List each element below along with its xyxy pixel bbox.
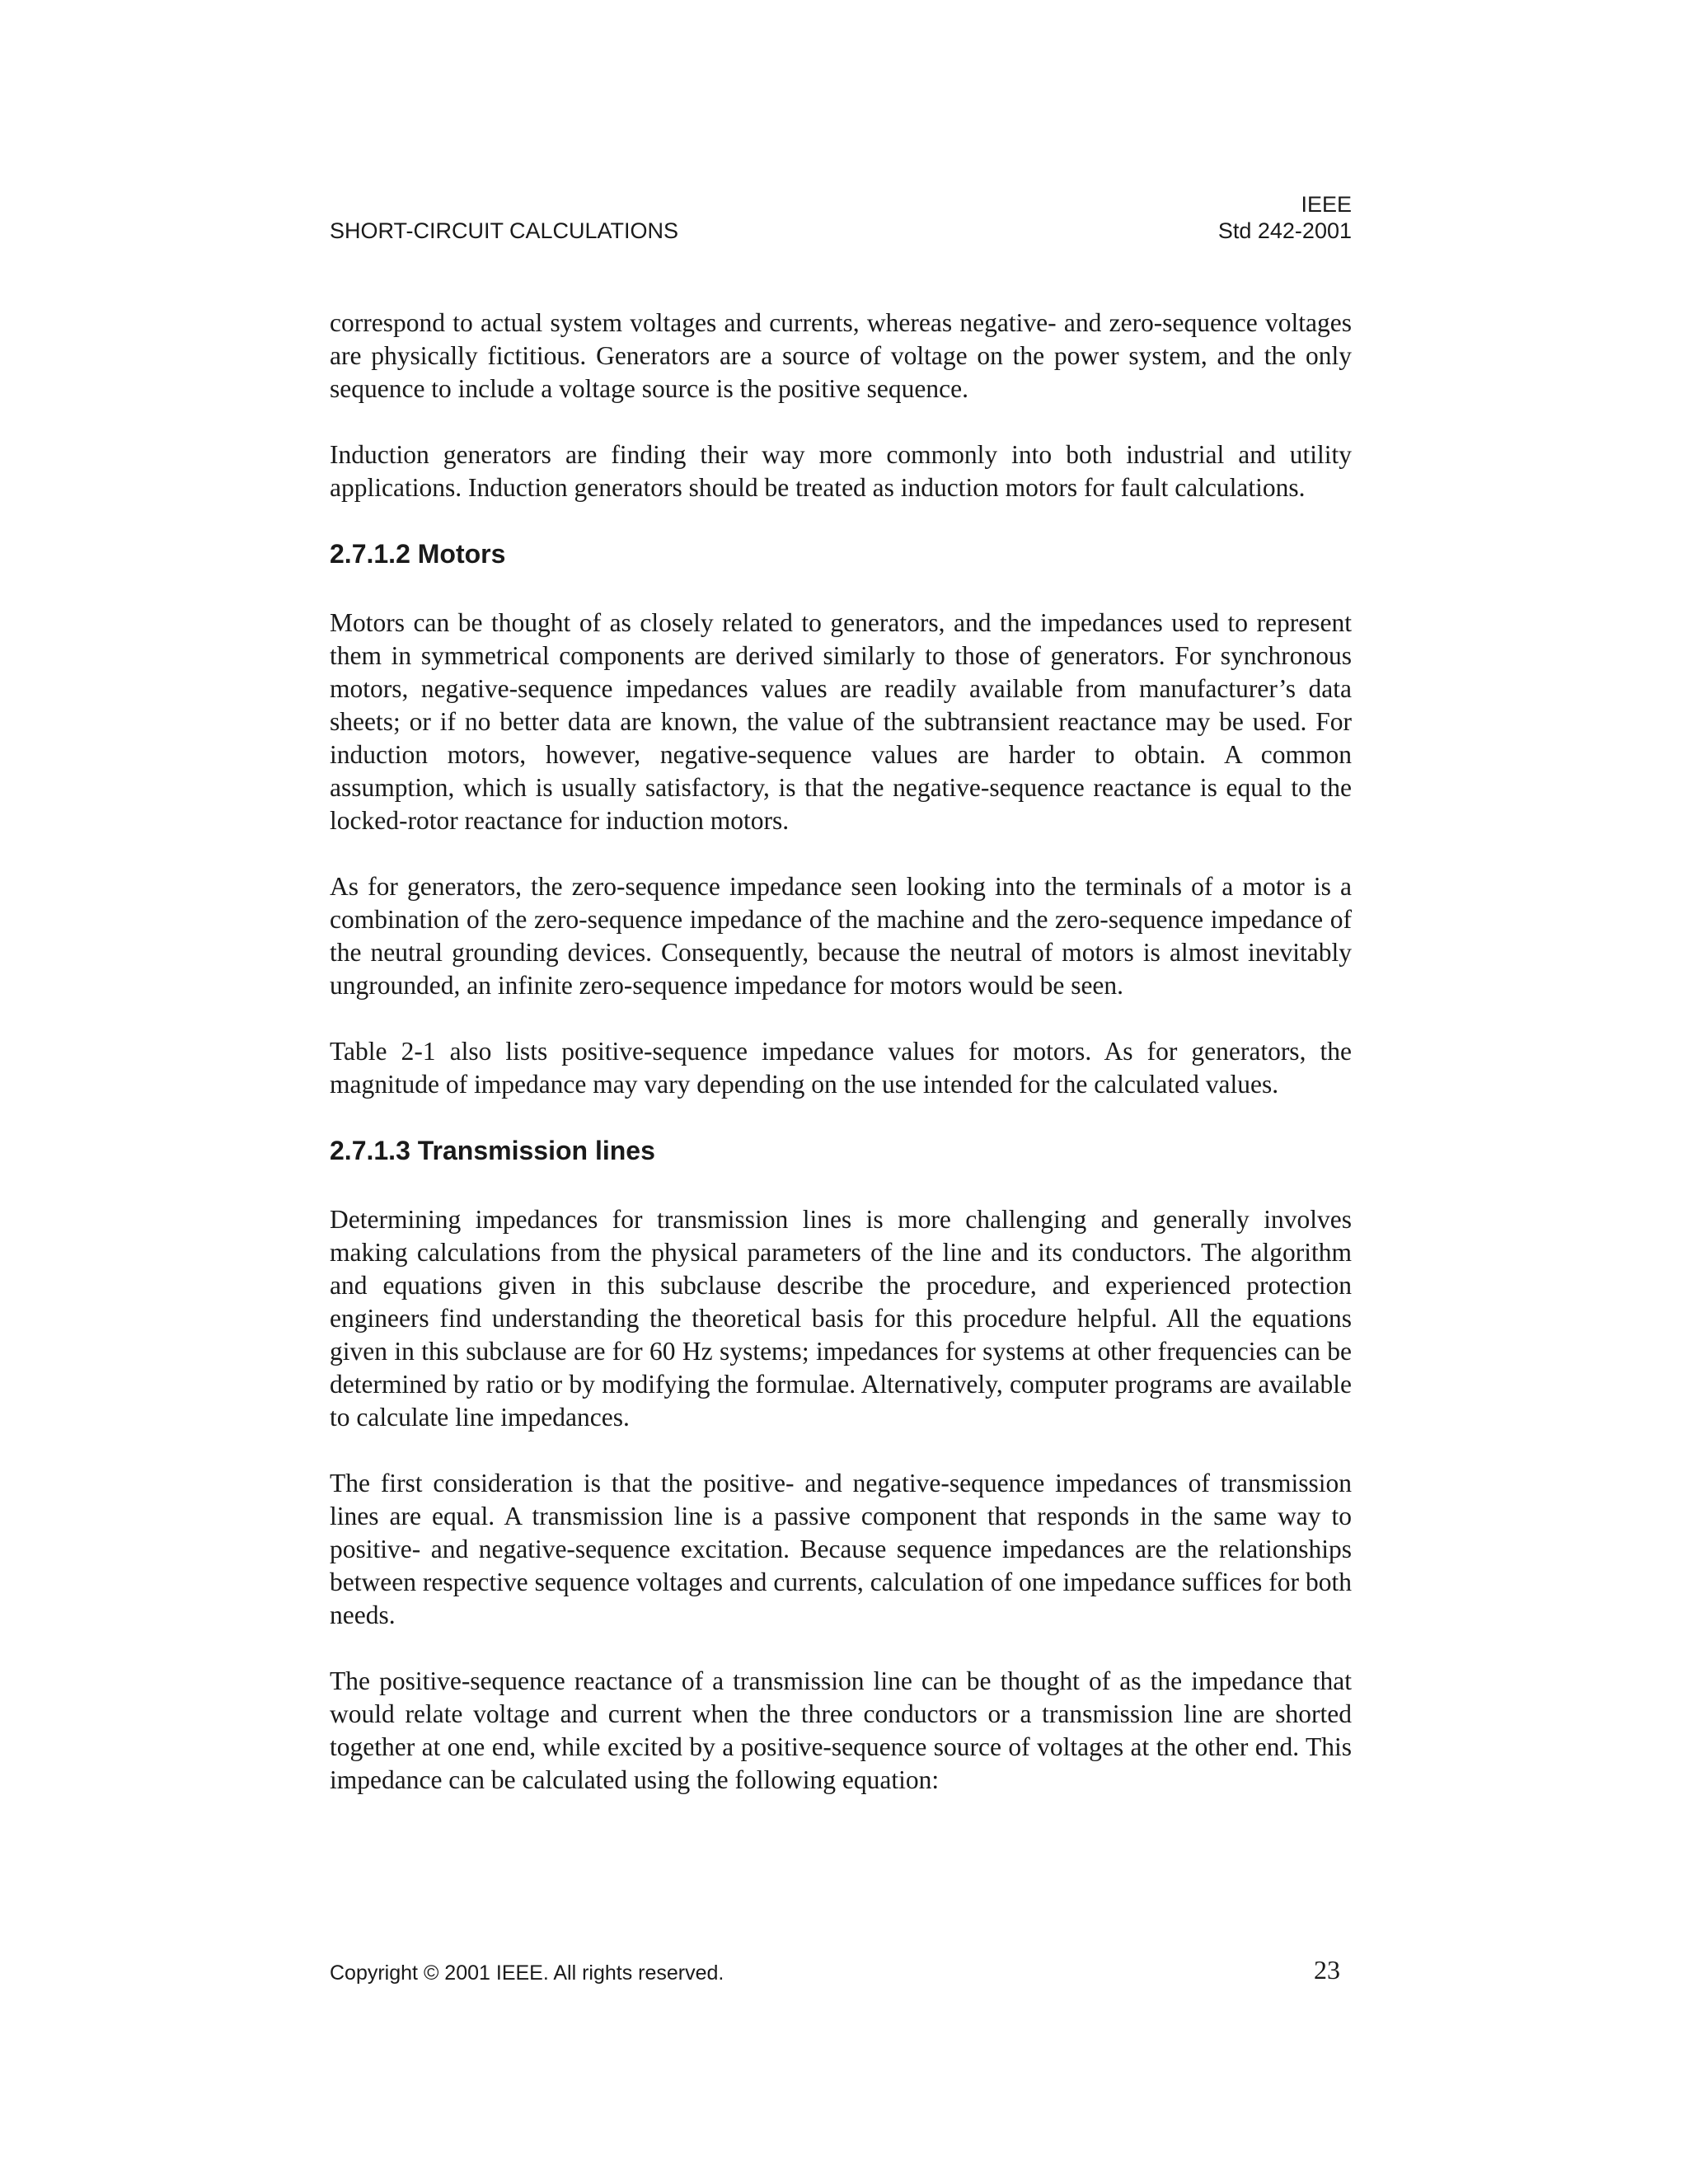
copyright-notice: Copyright © 2001 IEEE. All rights reserved.: [330, 1961, 724, 1985]
running-head-title: SHORT-CIRCUIT CALCULATIONS: [330, 218, 679, 243]
paragraph-motors-zero-sequence: As for generators, the zero-sequence impedance seen looking into the terminals of a motor is a combination of the zero-sequence impedance of the machine and the zero-sequence impedance of the neutral grounding devices. Consequently, because the neutral of motors is almost inevitably ungrounded, an infinite zero-sequence impedance for motors would be seen.: [330, 872, 1352, 1000]
running-head-org: IEEE: [1301, 192, 1352, 217]
running-head-standard: [1218, 191, 1352, 244]
paragraph-line-impedances: Determining impedances for transmission lines is more challenging and generally involves making calculations from the physical parameters of the line and its conductors. The algorithm and equations given in this subclause describe the procedure, and experienced protection engineers find understanding the theoretical basis for this procedure helpful. All the equations given in this subclause are for 60 Hz systems; impedances for systems at other frequencies can be determined by ratio or by modifying the formulae. Alternatively, computer programs are available to calculate line impedances.: [330, 1205, 1352, 1432]
paragraph-motors-impedances: Motors can be thought of as closely related to generators, and the impedances used to represent them in symmetrical components are derived similarly to those of generators. For synchronous motors, negative-sequence impedances values are readily available from manufacturer’s data sheets; or if no better data are known, the value of the subtransient reactance may be used. For induction motors, however, negative-sequence values are harder to obtain. A common assumption, which is usually satisfactory, is that the negative-sequence reactance is equal to the locked-rotor reactance for induction motors.: [330, 608, 1352, 835]
heading-transmission-lines: 2.7.1.3 Transmission lines: [330, 1136, 655, 1165]
page-number: 23: [1314, 1955, 1340, 1985]
body-text: [330, 307, 1352, 1830]
running-head-std-number: Std 242-2001: [1217, 218, 1352, 243]
paragraph-table-reference: Table 2-1 also lists positive-sequence impedance values for motors. As for generators, the magnitude of impedance may vary depending on the use intended for the calculated values.: [330, 1037, 1352, 1099]
paragraph-sequence-voltages: correspond to actual system voltages and currents, whereas negative- and zero-sequence voltages are physically fictitious. Generators are a source of voltage on the power system, and the only sequence to include a voltage source is the positive sequence.: [330, 308, 1352, 403]
paragraph-sequence-equality: The first consideration is that the positive- and negative-sequence impedances of transmission lines are equal. A transmission line is a passive component that responds in the same way to positive- and negative-sequence excitation. Because sequence impedances are the relationships between respective sequence voltages and currents, calculation of one impedance suffices for both needs.: [330, 1469, 1352, 1629]
paragraph-positive-sequence-reactance: The positive-sequence reactance of a transmission line can be thought of as the impedance that would relate voltage and current when the three conductors or a transmission line are shorted together at one end, while excited by a positive-sequence source of voltages at the other end. This impedance can be calculated using the following equation:: [330, 1666, 1352, 1794]
paragraph-induction-generators: Induction generators are finding their way more commonly into both industrial and utility applications. Induction generators should be treated as induction motors for fault calculations.: [330, 440, 1352, 502]
heading-motors: 2.7.1.2 Motors: [330, 539, 506, 569]
